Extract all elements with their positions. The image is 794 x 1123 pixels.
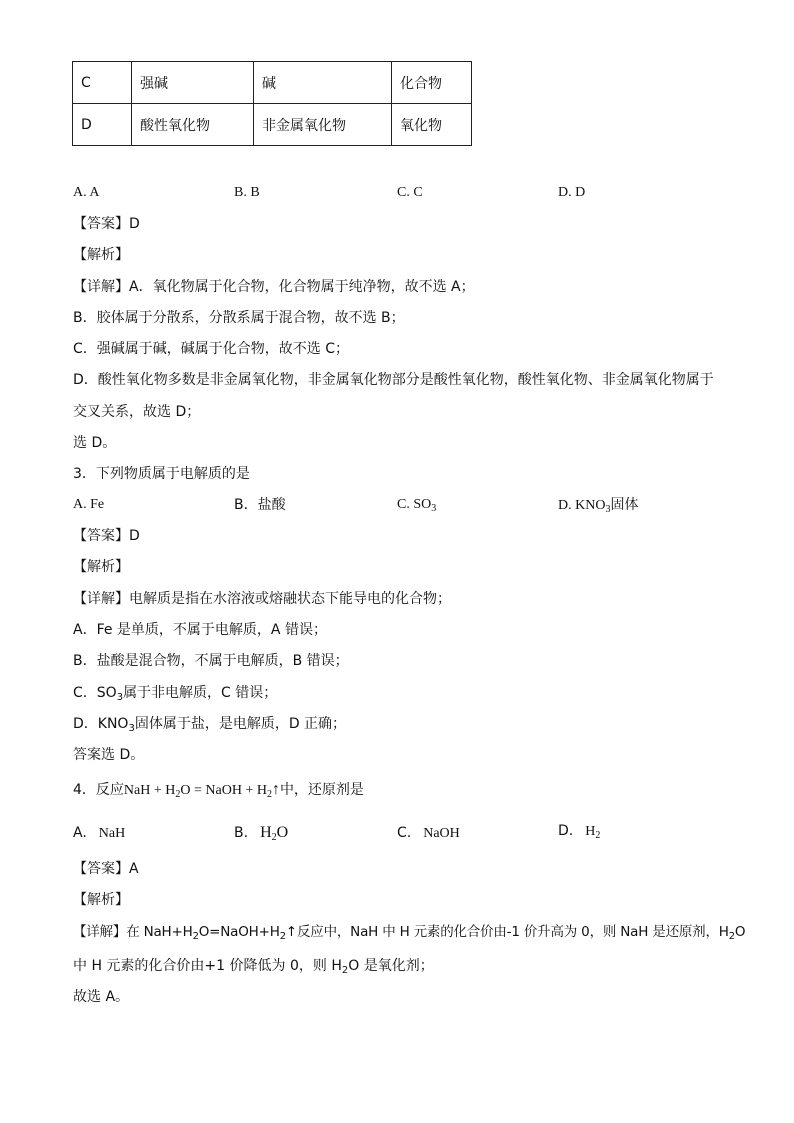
table-cell: 化合物 — [392, 62, 472, 104]
q2-answer: 【答案】D — [73, 216, 140, 232]
q2-option-b: B. B — [234, 185, 260, 200]
classification-table — [72, 61, 472, 146]
q3-detail-line: D．$KNO_3$固体属于盐，是电解质，D 正确； — [73, 716, 347, 734]
q2-detail-line: 交叉关系，故选 D； — [73, 404, 201, 420]
q3-option-b: B．盐酸 — [234, 497, 286, 513]
q4-option-d: D. $H_2$ — [558, 823, 601, 841]
q4-stem: 4．反应NaH + $H_2O$ = NaOH + $H_2↑$中，还原剂是 — [73, 781, 364, 800]
table-cell: 强碱 — [132, 62, 254, 104]
q2-option-a: A. A — [73, 185, 100, 200]
table-row — [73, 62, 472, 104]
table-cell: D — [73, 104, 132, 146]
table-cell: 非金属氧化物 — [254, 104, 392, 146]
table-cell: 碱 — [254, 62, 392, 104]
q3-analysis-label: 【解析】 — [73, 559, 129, 575]
q4-analysis-label: 【解析】 — [73, 892, 129, 908]
q3-detail-line: A．Fe 是单质，不属于电解质，A 错误； — [73, 622, 327, 638]
q3-option-a: A. Fe — [73, 497, 105, 512]
q2-analysis-label: 【解析】 — [73, 247, 129, 263]
q3-option-d: D. $KNO_3$固体 — [558, 497, 639, 515]
q4-option-b: B. $H_2O$ — [234, 824, 289, 843]
q4-answer: 【答案】A — [73, 861, 139, 877]
q4-option-c: C. NaOH — [397, 825, 460, 841]
q2-detail-line: B．胶体属于分散系，分散系属于混合物，故不选 B； — [73, 310, 405, 326]
q3-answer: 【答案】D — [73, 528, 140, 544]
table-cell: 氧化物 — [392, 104, 472, 146]
table-cell: 酸性氧化物 — [132, 104, 254, 146]
q2-conclusion: 选 D。 — [73, 435, 117, 451]
q2-detail-line: C．强碱属于碱，碱属于化合物，故不选 C； — [73, 341, 349, 357]
q2-option-c: C. C — [397, 185, 423, 200]
q3-detail-line: B．盐酸是混合物，不属于电解质，B 错误； — [73, 653, 349, 669]
q2-detail-line: 【详解】A．氧化物属于化合物，化合物属于纯净物，故不选 A； — [73, 279, 475, 295]
q4-detail-line: 中 H 元素的化合价由+1 价降低为 0，则 $H_2O$ 是氧化剂； — [73, 958, 434, 976]
q4-option-a: A. NaH — [73, 825, 126, 841]
q3-detail-line: 【详解】电解质是指在水溶液或熔融状态下能导电的化合物； — [73, 591, 451, 607]
q4-equation: NaH + $H_2O$ = NaOH + $H_2↑$ — [123, 781, 280, 800]
q3-conclusion: 答案选 D。 — [73, 747, 145, 763]
q2-detail-line: D．酸性氧化物多数是非金属氧化物，非金属氧化物部分是酸性氧化物，酸性氧化物、非金属氧化物属于 — [73, 372, 714, 388]
q3-detail-line: C．$SO_3$属于非电解质，C 错误； — [73, 685, 278, 703]
q3-stem: 3．下列物质属于电解质的是 — [73, 466, 250, 482]
q3-option-c: C. $SO_3$ — [397, 497, 437, 514]
q4-conclusion: 故选 A。 — [73, 989, 130, 1005]
table-row — [73, 104, 472, 146]
table-cell: C — [73, 62, 132, 104]
q4-detail-line: 【详解】在 $NaH+H_2O=NaOH+H_2↑$反应中，NaH 中 H 元素的化合价由-1 价升高为 0，则 NaH 是还原剂，$H_2O$ — [73, 924, 746, 942]
q2-option-d: D. D — [558, 185, 586, 200]
